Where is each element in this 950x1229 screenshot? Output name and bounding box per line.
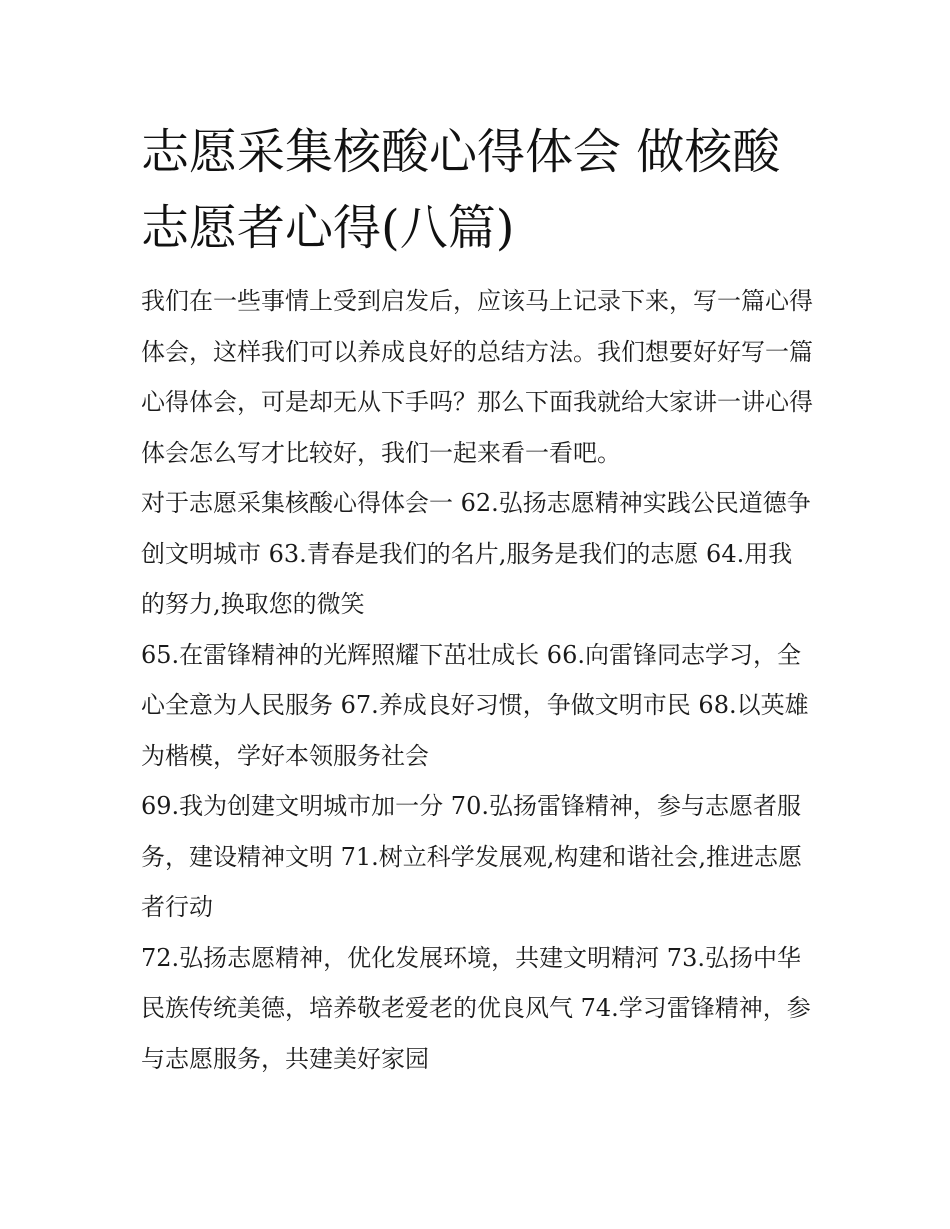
body-paragraph: 65.在雷锋精神的光辉照耀下茁壮成长 66.向雷锋同志学习，全心全意为人民服务 67.养成良好习惯，争做文明市民 68.以英雄为楷模，学好本领服务社会 [141,640,809,770]
body-paragraph: 69.我为创建文明城市加一分 70.弘扬雷锋精神，参与志愿者服务，建设精神文明 71.树立科学发展观,构建和谐社会,推进志愿者行动 [141,792,803,921]
document-title: 志愿采集核酸心得体会 做核酸志愿者心得(八篇) [141,124,781,256]
intro-paragraph: 我们在一些事情上受到启发后，应该马上记录下来，写一篇心得体会，这样我们可以养成良好的总结方法。我们想要好好写一篇心得体会，可是却无从下手吗？那么下面我就给大家讲一讲心得体会怎么写才比较好，我们一起来看一看吧。 [141,287,813,467]
body-paragraph: 对于志愿采集核酸心得体会一 62.弘扬志愿精神实践公民道德争创文明城市 63.青春是我们的名片,服务是我们的志愿 64.用我的努力,换取您的微笑 [141,489,811,618]
document-body [141,276,813,1084]
document-content [141,114,813,1084]
body-paragraph: 72.弘扬志愿精神，优化发展环境，共建文明精河 73.弘扬中华民族传统美德，培养敬老爱老的优良风气 74.学习雷锋精神，参与志愿服务，共建美好家园 [141,943,811,1073]
